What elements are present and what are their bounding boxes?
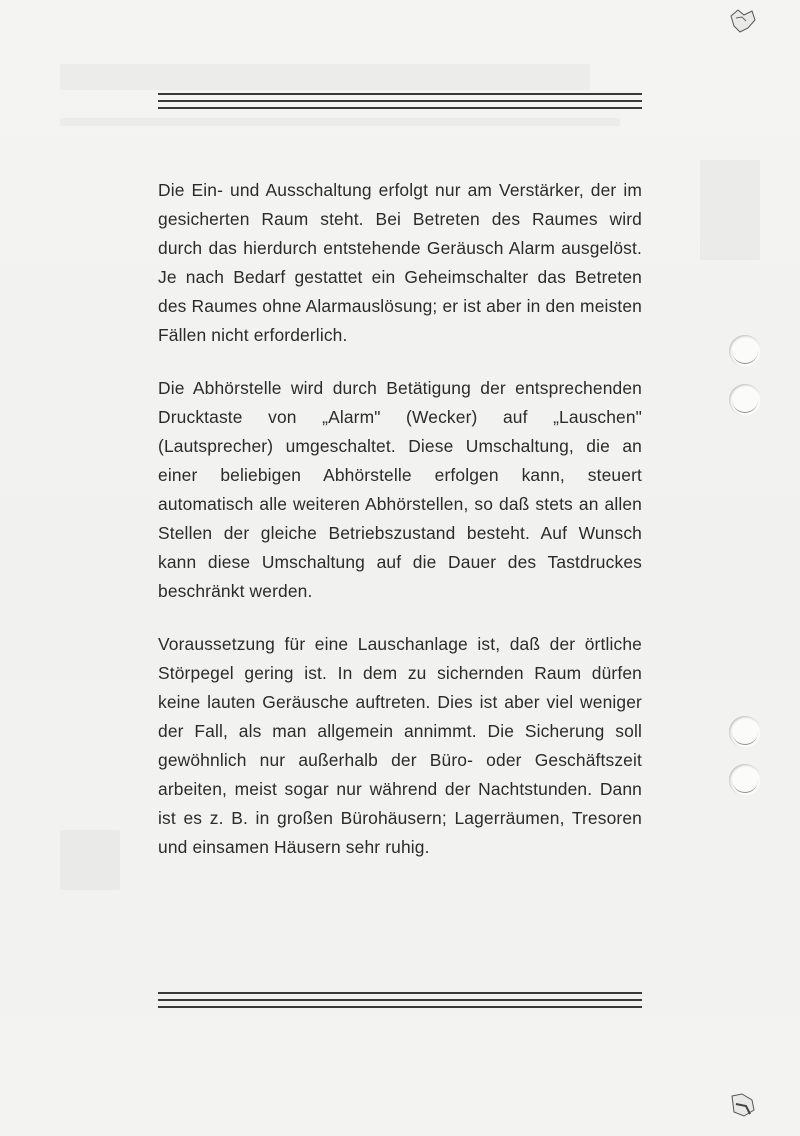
rule-line <box>158 107 642 109</box>
rule-line <box>158 999 642 1001</box>
paragraph-3: Voraussetzung für eine Lauschanlage ist, daß der örtliche Störpegel gering ist. In dem zu sichernden Raum dürfen keine lauten Geräusche auftreten. Dies ist aber viel weniger der Fall, als man allgemein annimmt. Die Sicherung soll gewöhnlich nur außerhalb der Büro- oder Geschäftszeit arbeiten, meist sogar nur während der Nachtstunden. Dann ist es z. B. in großen Bürohäusern; Lagerräumen, Tresoren und einsamen Häusern sehr ruhig. <box>158 634 642 857</box>
rule-line <box>158 1006 642 1008</box>
paragraph-2: Die Abhörstelle wird durch Betätigung der entsprechenden Drucktaste von „Alarm" (Wecker) auf „Lauschen" (Lautsprecher) umgeschaltet. Diese Umschaltung, die an einer beliebigen Abhörstelle erfolgen kann, steuert automatisch alle weiteren Abhörstellen, so daß stets an allen Stellen der gleiche Betriebszustand besteht. Auf Wunsch kann diese Umschaltung auf die Dauer des Tastdruckes beschränkt werden. <box>158 378 642 601</box>
punch-hole-icon <box>729 716 761 748</box>
top-double-rule <box>158 93 642 114</box>
rule-line <box>158 100 642 102</box>
bottom-double-rule <box>158 992 642 1013</box>
punch-hole-icon <box>729 384 761 416</box>
body-text <box>158 176 642 886</box>
bleed-through-heading <box>60 64 590 90</box>
rule-line <box>158 992 642 994</box>
torn-corner-icon <box>728 6 758 36</box>
torn-corner-icon <box>728 1090 758 1120</box>
punch-hole-icon <box>729 335 761 367</box>
punch-hole-icon <box>729 764 761 796</box>
rule-line <box>158 93 642 95</box>
paragraph-1: Die Ein- und Ausschaltung erfolgt nur am Verstärker, der im gesicherten Raum steht. Bei Betreten des Raumes wird durch das hierdurch entstehende Geräusch Alarm ausgelöst. Je nach Bedarf gestattet ein Geheimschalter das Betreten des Raumes ohne Alarmauslösung; er ist aber in den meisten Fällen nicht erforderlich. <box>158 180 642 345</box>
bleed-through-block <box>700 160 760 260</box>
bleed-through-line <box>60 830 120 890</box>
bleed-through-line <box>60 118 620 126</box>
